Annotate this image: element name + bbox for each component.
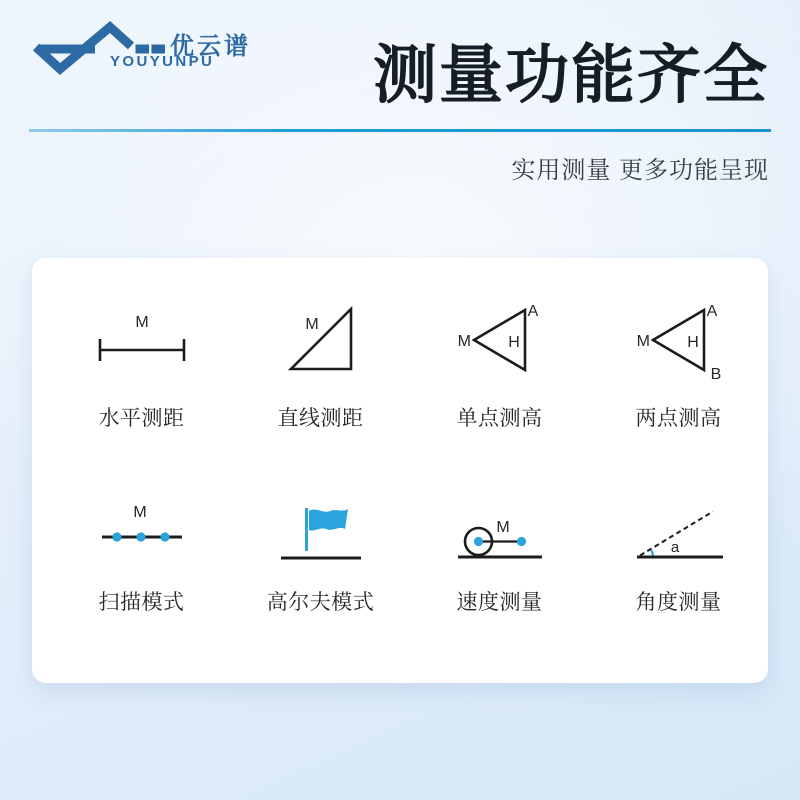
mark-m: M	[495, 519, 510, 536]
feature-label: 角度测量	[635, 591, 722, 614]
mark-m: M	[636, 333, 650, 350]
feature-label: 高尔夫模式	[266, 591, 375, 614]
mark-m: M	[132, 504, 147, 521]
feature-speed-measure	[410, 470, 589, 683]
page-subtitle: 实用测量 更多功能呈现	[511, 157, 769, 184]
feature-slope-distance	[231, 258, 410, 470]
mark-m: M	[304, 316, 319, 333]
feature-label: 两点测高	[635, 407, 722, 430]
two-point-height-icon	[631, 302, 727, 383]
mark-a: A	[706, 303, 717, 320]
mark-a: a	[670, 539, 679, 556]
mark-b: B	[710, 366, 721, 383]
brand-logo	[28, 22, 288, 74]
feature-two-point-height	[589, 258, 768, 470]
mark-m: M	[457, 333, 471, 350]
mark-h: H	[507, 334, 520, 351]
page-title: 测量功能齐全	[373, 39, 769, 111]
feature-golf-mode	[231, 470, 410, 683]
divider-line	[29, 129, 771, 132]
mark-m: M	[134, 314, 149, 331]
slope-distance-icon	[276, 302, 366, 376]
feature-label: 扫描模式	[98, 591, 185, 614]
feature-scan-mode	[52, 470, 231, 683]
logo-name-en: YOUYUNPU	[110, 53, 215, 70]
single-point-height-icon	[452, 302, 548, 376]
mark-h: H	[686, 334, 699, 351]
feature-label: 水平测距	[98, 407, 185, 430]
logo-name-cn: 优云谱	[170, 33, 251, 60]
feature-angle-measure	[589, 470, 768, 683]
feature-horizontal-distance	[52, 258, 231, 470]
horizontal-distance-icon	[94, 302, 190, 376]
scan-mode-icon	[94, 496, 190, 570]
features-card	[32, 258, 768, 683]
feature-label: 单点测高	[456, 407, 543, 430]
mark-a: A	[527, 303, 538, 320]
angle-measure-icon	[629, 496, 729, 570]
feature-label: 速度测量	[456, 591, 543, 614]
feature-single-point-height	[410, 258, 589, 470]
speed-measure-icon	[450, 496, 550, 570]
feature-label: 直线测距	[277, 407, 364, 430]
golf-mode-icon	[275, 496, 367, 570]
